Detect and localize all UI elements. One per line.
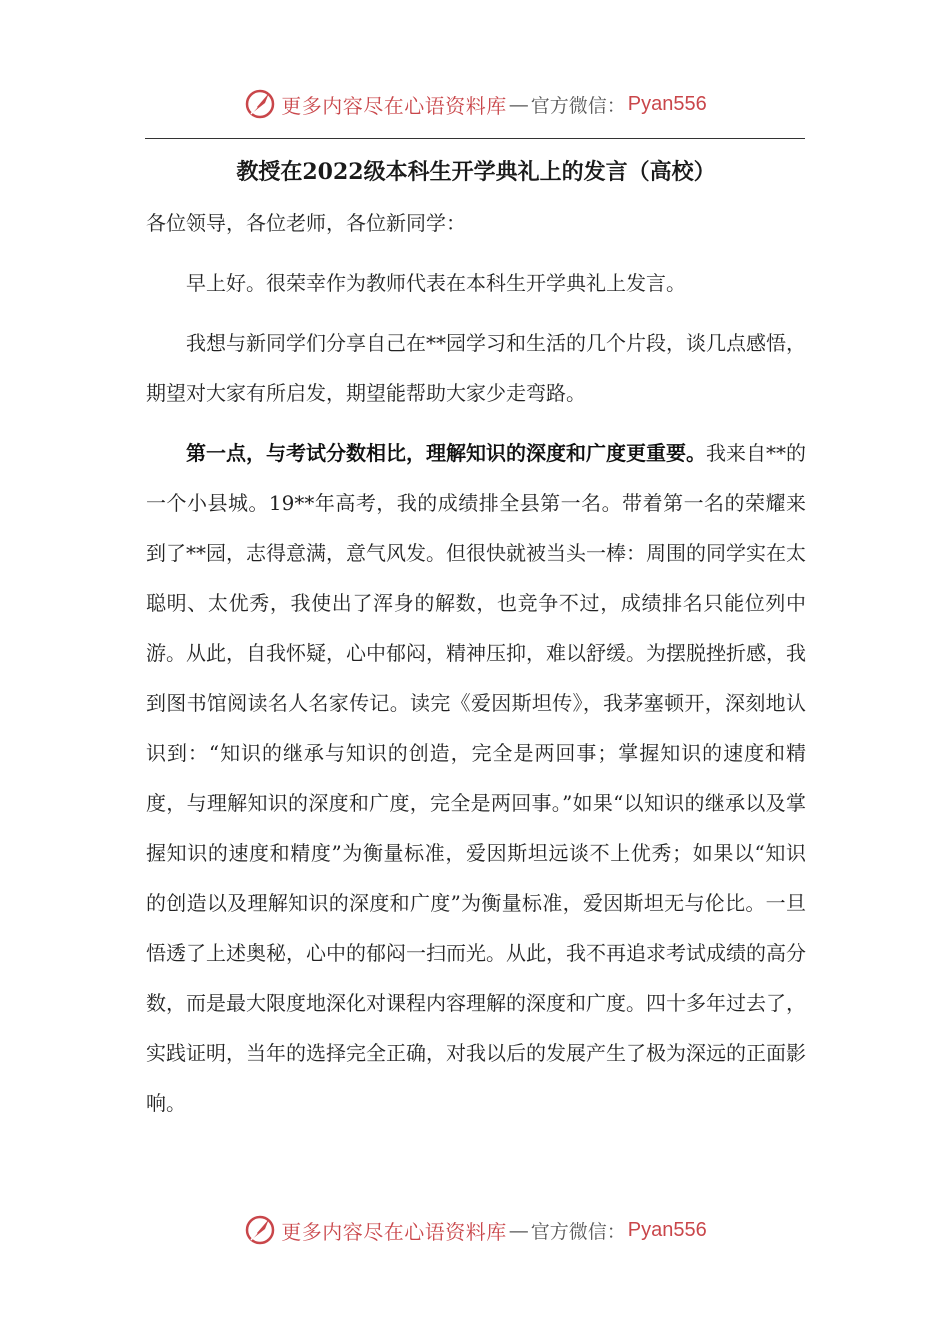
header-separator: — bbox=[508, 92, 529, 116]
header-banner bbox=[0, 84, 950, 124]
point-one-heading: 第一点，与考试分数相比，理解知识的深度和广度更重要。 bbox=[186, 441, 706, 465]
footer-banner bbox=[0, 1210, 950, 1250]
salutation: 各位领导，各位老师，各位新同学： bbox=[146, 211, 466, 235]
document-body bbox=[146, 150, 806, 1138]
document-title: 教授在2022级本科生开学典礼上的发言（高校） bbox=[236, 159, 716, 185]
footer-wechat-id: Pyan556 bbox=[627, 1218, 707, 1241]
quill-circle-icon bbox=[243, 87, 277, 121]
footer-separator: — bbox=[508, 1218, 529, 1242]
header-wechat-label: 官方微信： bbox=[530, 94, 626, 117]
footer-brand-text: 更多内容尽在心语资料库 bbox=[281, 1219, 507, 1244]
quill-circle-icon bbox=[243, 1213, 277, 1247]
header-wechat-id: Pyan556 bbox=[627, 92, 707, 115]
paragraph-intro: 我想与新同学们分享自己在**园学习和生活的几个片段，谈几点感悟，期望对大家有所启发，期望能帮助大家少走弯路。 bbox=[146, 331, 806, 405]
footer-wechat-label: 官方微信： bbox=[530, 1220, 626, 1243]
paragraph-point-one bbox=[146, 428, 806, 1128]
header-divider bbox=[145, 138, 805, 139]
point-one-body: 我来自**的一个小县城。19**年高考，我的成绩排全县第一名。带着第一名的荣耀来到了**园，志得意满，意气风发。但很快就被当头一棒：周围的同学实在太聪明、太优秀，我使出了浑身的解数，也竞争不过，成绩排名只能位列中游。从此，自我怀疑，心中郁闷，精神压抑，难以舒缓。为摆脱挫折感，我到图书馆阅读名人名家传记。读完《爱因斯坦传》，我茅塞顿开，深刻地认识到：“知识的继承与知识的创造，完全是两回事；掌握知识的速度和精度，与理解知识的深度和广度，完全是两回事。”如果“以知识的继承以及掌握知识的速度和精度”为衡量标准，爱因斯坦远谈不上优秀；如果以“知识的创造以及理解知识的深度和广度”为衡量标准，爱因斯坦无与伦比。一旦悟透了上述奥秘，心中的郁闷一扫而光。从此，我不再追求考试成绩的高分数，而是最大限度地深化对课程内容理解的深度和广度。四十多年过去了，实践证明，当年的选择完全正确，对我以后的发展产生了极为深远的正面影响。 bbox=[146, 441, 806, 1115]
header-brand-text: 更多内容尽在心语资料库 bbox=[281, 93, 507, 118]
paragraph-greeting: 早上好。很荣幸作为教师代表在本科生开学典礼上发言。 bbox=[186, 271, 686, 295]
